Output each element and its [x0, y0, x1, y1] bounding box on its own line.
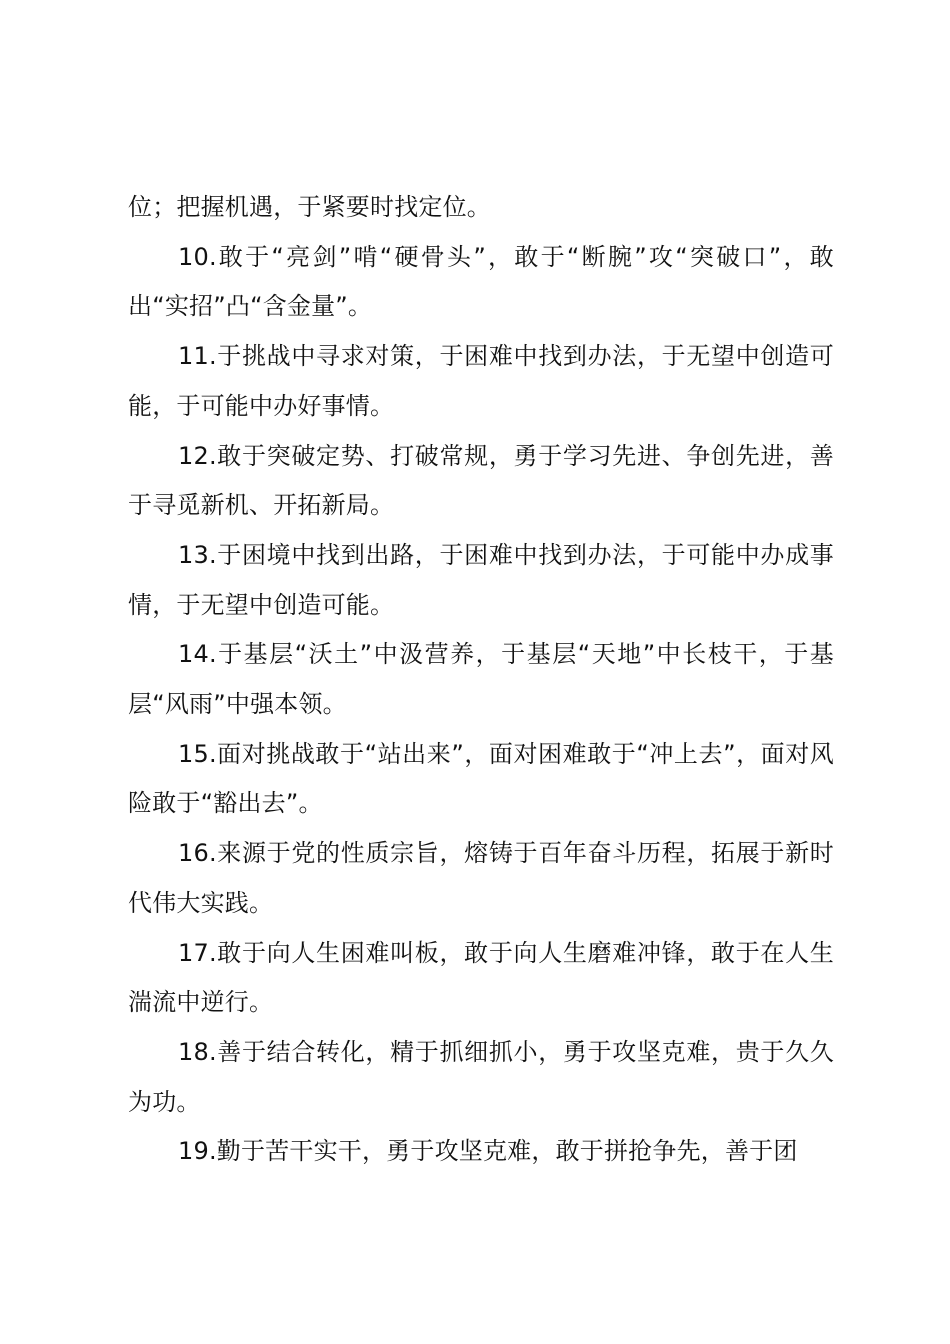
paragraph-item-10: 10.敢于“亮剑”啃“硬骨头”，敢于“断腕”攻“突破口”，敢出“实招”凸“含金量”。	[128, 242, 834, 321]
paragraph-item-19: 19.勤于苦干实干，勇于攻坚克难，敢于拼抢争先，善于团	[178, 1137, 798, 1166]
document-body	[128, 183, 834, 1177]
paragraph-item-17: 17.敢于向人生困难叫板，敢于向人生磨难冲锋，敢于在人生湍流中逆行。	[128, 938, 834, 1017]
paragraph-item-16: 16.来源于党的性质宗旨，熔铸于百年奋斗历程，拓展于新时代伟大实践。	[128, 839, 834, 917]
paragraph-item-12: 12.敢于突破定势、打破常规，勇于学习先进、争创先进，善于寻觅新机、开拓新局。	[128, 441, 834, 520]
paragraph-item-18: 18.善于结合转化，精于抓细抓小，勇于攻坚克难，贵于久久为功。	[128, 1037, 834, 1116]
paragraph-item-11: 11.于挑战中寻求对策，于困难中找到办法，于无望中创造可能，于可能中办好事情。	[128, 342, 834, 420]
paragraph-continuation: 位；把握机遇，于紧要时找定位。	[128, 193, 491, 221]
paragraph-item-14: 14.于基层“沃土”中汲营养，于基层“天地”中长枝干，于基层“风雨”中强本领。	[128, 640, 834, 719]
paragraph-item-13: 13.于困境中找到出路，于困难中找到办法，于可能中办成事情，于无望中创造可能。	[128, 540, 834, 619]
paragraph-item-15: 15.面对挑战敢于“站出来”，面对困难敢于“冲上去”，面对风险敢于“豁出去”。	[128, 739, 834, 818]
